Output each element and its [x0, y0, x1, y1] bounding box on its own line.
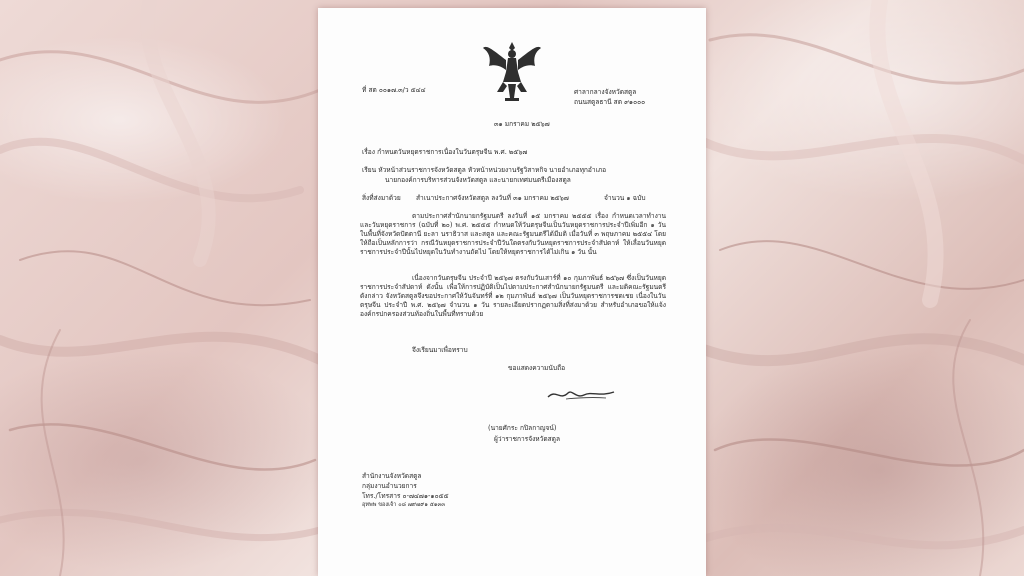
signer-title: ผู้ว่าราชการจังหวัดสตูล — [494, 435, 560, 443]
letter-subject: เรื่อง กำหนดวันหยุดราชการเนื่องในวันตรุษจีน พ.ศ. ๒๕๖๗ — [362, 148, 528, 156]
footer-office: สำนักงานจังหวัดสตูล — [362, 472, 422, 480]
body-paragraph-1: ตามประกาศสำนักนายกรัฐมนตรี ลงวันที่ ๑๕ มกราคม ๒๕๕๕ เรื่อง กำหนดเวลาทำงานและวันหยุดราชการ (ฉบับที่ ๒๐) พ.ศ. ๒๕๕๕ กำหนดให้วันตรุษจีนเป็นวันหยุดราชการประจำปีเพิ่มอีก ๑ วัน ในพื้นที่จังหวัดปัตตานี ยะลา นราธิวาส และสตูล และคณะรัฐมนตรีได้มีมติ เมื่อวันที่ ๓ พฤษภาคม ๒๕๕๔ โดยให้ถือเป็นหลักการว่า กรณีวันหยุดราชการประจำปีวันใดตรงกับวันหยุดราชการประจำสัปดาห์ ให้เลื่อนวันหยุดราชการประจำปีนั้นไปหยุดในวันทำงานถัดไป โดยให้หยุดราชการได้ไม่เกิน ๑ วัน นั้น — [360, 212, 666, 256]
recipient-line-2: นายกองค์การบริหารส่วนจังหวัดสตูล และนายกเทศมนตรีเมืองสตูล — [385, 176, 571, 184]
attachment-text: สำเนาประกาศจังหวัดสตูล ลงวันที่ ๓๑ มกราคม ๒๕๖๗ — [416, 194, 569, 202]
signer-name: (นายศักระ กปิลกาญจน์) — [488, 424, 557, 432]
garuda-emblem-icon — [481, 38, 543, 104]
recipient-line-1: เรียน หัวหน้าส่วนราชการจังหวัดสตูล หัวหน้าหน่วยงานรัฐวิสาหกิจ นายอำเภอทุกอำเภอ — [362, 166, 607, 174]
footer-phone: โทร./โทรสาร ๐-๗๔๗๑-๑๐๕๕ — [362, 492, 449, 500]
issuer-address: ถนนสตูลธานี สต ๙๑๐๐๐ — [574, 98, 646, 106]
body-paragraph-2: เนื่องจากวันตรุษจีน ประจำปี ๒๕๖๗ ตรงกับวันเสาร์ที่ ๑๐ กุมภาพันธ์ ๒๕๖๗ ซึ่งเป็นวันหยุดราชการประจำสัปดาห์ ดังนั้น เพื่อให้การปฏิบัติเป็นไปตามประกาศสำนักนายกรัฐมนตรี และมติคณะรัฐมนตรีดังกล่าว จังหวัดสตูลจึงขอประกาศให้วันจันทร์ที่ ๑๒ กุมภาพันธ์ ๒๕๖๗ เป็นวันหยุดราชการชดเชย เนื่องในวันตรุษจีน ประจำปี พ.ศ. ๒๕๖๗ จำนวน ๑ วัน รายละเอียดปรากฏตามสิ่งที่ส่งมาด้วย สำหรับอำเภอขอให้แจ้งองค์กรปกครองส่วนท้องถิ่นในพื้นที่ทราบด้วย — [360, 274, 666, 318]
signature-icon — [546, 383, 616, 405]
closing-request: จึงเรียนมาเพื่อทราบ — [412, 346, 468, 354]
letter-date: ๓๑ มกราคม ๒๕๖๗ — [494, 120, 550, 128]
closing-respect: ขอแสดงความนับถือ — [508, 364, 566, 372]
attachment-count: จำนวน ๑ ฉบับ — [604, 194, 646, 202]
issuer-office: ศาลากลางจังหวัดสตูล — [574, 88, 637, 96]
footer-email: อุทพพ ของเจ้า ๐๘ ๗๙๗๙๑ ๕๑๓๓ — [362, 502, 446, 508]
reference-number: ที่ สต ๐๐๑๗.๓/ว ๕๔๔ — [362, 86, 426, 94]
official-letter — [318, 8, 706, 576]
attachment-label: สิ่งที่ส่งมาด้วย — [362, 194, 401, 202]
footer-division: กลุ่มงานอำนวยการ — [362, 482, 417, 490]
